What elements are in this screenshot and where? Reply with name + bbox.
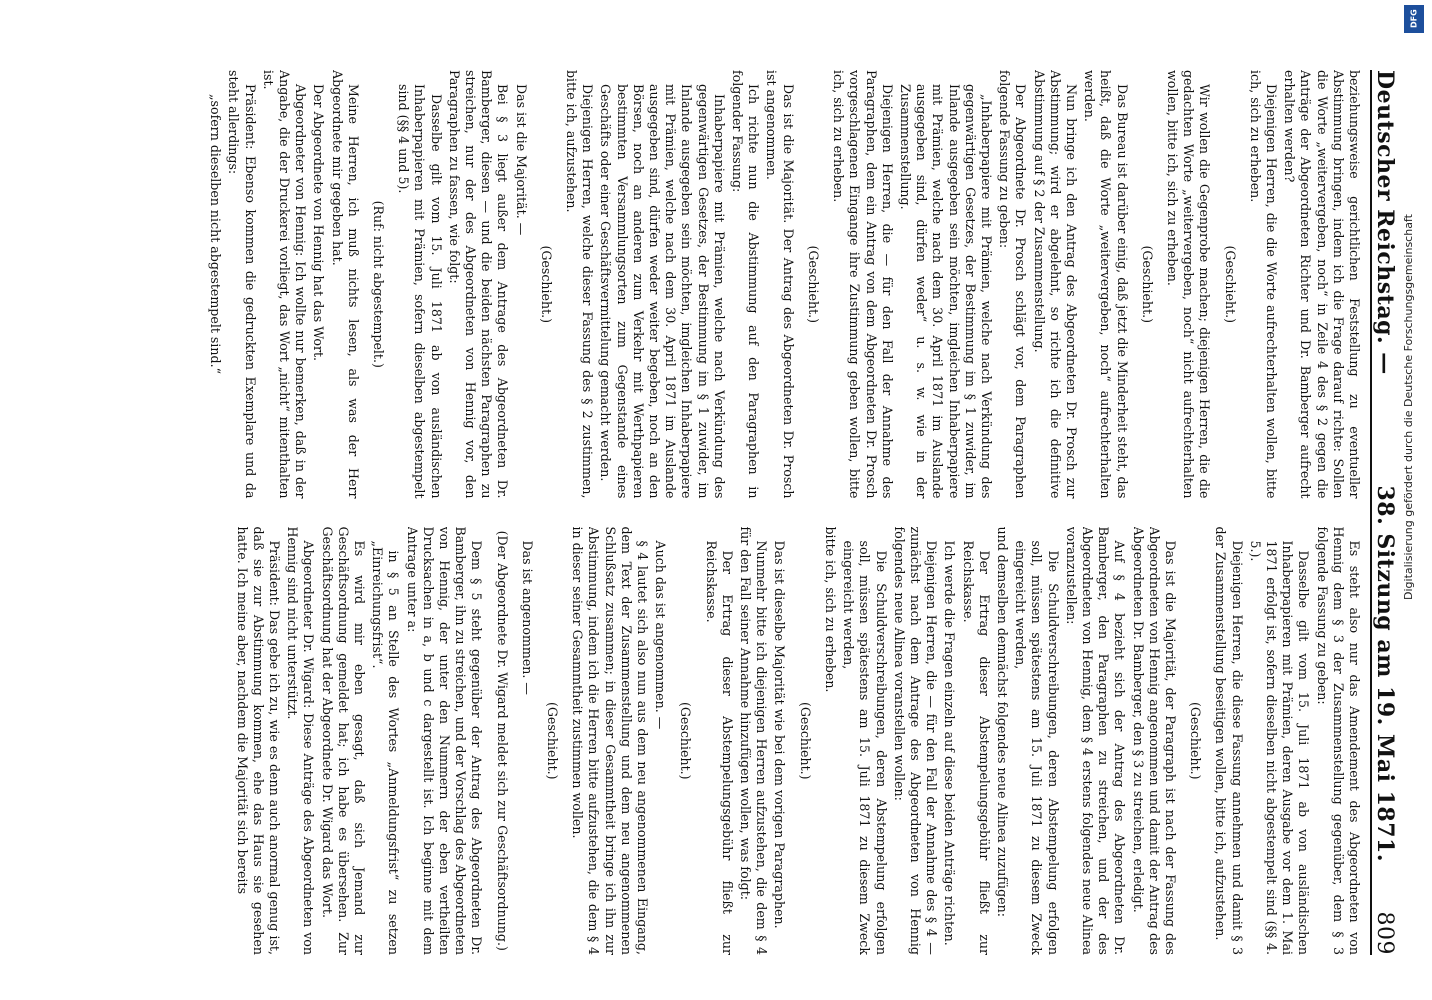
speech: Abgeordneter Dr. Wigard: Diese Anträge des Abgeordneten von Hennig sind nicht unterstützt. (285, 526, 317, 955)
paragraph: Das Bureau ist darüber einig, daß jetzt die Minderheit steht, das heißt, daß die Worte „weitervergeben, noch“ aufrechterhalten werden. (1082, 70, 1130, 499)
paragraph: Diejenigen Herren, die die Worte aufrechterhalten wollen, bitte ich, sich zu erheben. (1247, 70, 1279, 499)
dfg-logo-icon: DFG (1404, 5, 1424, 33)
paragraph: Das ist die Majorität. — (513, 84, 529, 236)
paragraph: Das ist angenommen. — (519, 540, 535, 696)
paragraph: Es steht also nur das Amendement des Abgeordneten von Hennig dem § 3 der Zusammenstellung gegenüber, dem § 3 folgende Fassung zu geben: (1314, 526, 1362, 955)
stage-direction: (Geschieht.) (678, 701, 694, 780)
quoted-text: Inhaberpapiere mit Prämien, welche nach Verkündung des gegenwärtigen Gesetzes, der Bestimmung im § 1 zuwider, im Inlande ausgegeben sein möchten, imgleichen Inhaberpapiere mit Prämien, welche nach dem 30. April 1871 im Auslande ausgegeben sind, dürfen weder weiter begeben, noch an den Börsen, noch an anderen zum Verkehr mit Werthpapieren bestimmten Versammlungsorten zum Gegenstande eines Geschäfts oder einer Geschäftsvermittelung gemacht werden. (598, 84, 727, 499)
paragraph: § 4 lautet sich also nun aus dem neu angenommenen Eingang, dem Text der Zusammenstellung und dem neu angenommenen Schlußsatz zusammen; in dieser Gesammtheit bringe ich ihn zur Abstimmung, indem ich die Herren bitte aufzustehen, die dem § 4 in dieser seiner Gesammtheit zustimmen wollen. (570, 526, 651, 955)
paragraph: beziehungsweise gerichtlichen Feststellung zu eventueller Abstimmung bringen, indem ich die Frage darauf richte: Sollen die Worte „weitervergeben, noch“ in Zeile 4 des § 2 gegen die Anträge der Abgeordneten Richter und Dr. Bamberger aufrecht erhalten werden? (1282, 70, 1362, 499)
quoted-text: Der Ertrag dieser Abstempelungsgebühr fließt zur Reichskasse. (960, 540, 992, 955)
paragraph: Das ist die Majorität. Der Antrag des Abgeordneten Dr. Prosch ist angenommen. (764, 70, 796, 499)
paragraph: Diejenigen Herren, welche dieser Fassung des § 2 zustimmen, bitte ich, aufzustehen. (564, 70, 596, 499)
quoted-text: Dasselbe gilt vom 15. Juli 1871 ab von ausländischen Inhaberpapieren mit Prämien, sofern dieselben abgestempelt sind (§§ 4 und 5). (396, 84, 444, 499)
paragraph: Diejenigen Herren, die diese Fassung annehmen und damit § 3 der Zusammenstellung beseitigen wollen, bitte ich, aufzustehen. (1213, 526, 1245, 955)
paragraph: Ich werde die Fragen einzeln auf diese beiden Anträge richten. (942, 540, 958, 946)
quoted-text: „Inhaberpapiere mit Prämien, welche nach Verkündung des gegenwärtigen Gesetzes, der Bestimmung im § 1 zuwider, im Inlande ausgegeben sein möchten, imgleichen Inhaberpapiere mit Prämien, welche nach dem 30. April 1871 im Auslande ausgegeben sind, dürfen weder“ u. s. w. wie in der Zusammenstellung. (897, 84, 994, 499)
quoted-text: in § 5 an Stelle des Wortes „Anmeldungsfrist“ zu setzen „Einreichungsfrist“. (370, 540, 402, 955)
paragraph: Diejenigen Herren, die — für den Fall der Annahme des Paragraphen, dem ein Antrag von dem Abgeordneten Dr. Prosch vorgeschlagenen Eingange ihre Zustimmung geben wollen, bitte ich, sich zu erheben. (831, 70, 895, 499)
paragraph: und demselben demnächst folgendes neue Alinea zuzufügen: (994, 526, 1010, 917)
quoted-text: Die Schuldverschreibungen, deren Abstempelung erfolgen soll, müssen spätestens am 15. Juli 1871 zu diesem Zweck eingereicht werden, (1013, 540, 1061, 955)
stage-direction: (Geschieht.) (805, 245, 821, 324)
page-inner (52, 0, 1432, 1000)
header-title: Deutscher Reichstag. — (1372, 70, 1398, 375)
stage-direction: (Ruf: nicht abgestempelt.) (371, 200, 387, 368)
column-right (52, 527, 1362, 956)
paragraph: Es wird mir eben gesagt, daß sich Jemand zur Geschäftsordnung gemeldet hat; ich habe es übersehen. Zur Geschäftsordnung hat der Abgeordnete Dr. Wigard das Wort. (319, 526, 368, 955)
quoted-text: Die Schuldverschreibungen, deren Abstempelung erfolgen soll, müssen spätestens am 15. Juli 1871 zu diesem Zweck eingereicht werden, (841, 540, 889, 955)
paragraph: Dem § 5 steht gegenüber der Antrag des Abgeordneten Dr. Bamberger, ihn zu streichen, und der Vorschlag des Abgeordneten von Hennig, der unter den Nummern der eben vertheilten Drucksachen in a, b und c dargestellt ist. Ich beginne mit dem Antrage unter a: (404, 526, 485, 955)
column-left (52, 70, 1362, 499)
stage-direction: (Geschieht.) (545, 701, 561, 780)
paragraph: Auf § 4 bezieht sich der Antrag des Abgeordneten Dr. Bamberger, den Paragraphen zu streichen, und der des Abgeordneten von Hennig, dem § 4 erstens folgendes neue Alinea voranzustellen: (1063, 526, 1128, 955)
stage-direction: (Der Abgeordnete Dr. Wigard meldet sich zur Geschäftsordnung.) (494, 530, 510, 951)
speech: Präsident: Das gebe ich zu, wie es denn auch anormal genug ist, daß sie zur Abstimmung kommen, ehe das Haus sie gesehen hatte. Ich meine aber, nachdem die Majorität sich bereits (234, 526, 283, 955)
paragraph: Das ist dieselbe Majorität wie bei dem vorigen Paragraphen. (772, 540, 788, 929)
digitisation-note: Digitalisierung gefördert durch die Deutsche Forschungsgemeinschaft (1402, 214, 1415, 600)
paragraph: Diejenigen Herren, die — für den Fall der Annahme des § 4 — zunächst nach dem Antrage des Abgeordneten von Hennig folgendes neue Alinea voranstellen wollen: (891, 526, 940, 955)
stage-direction: (Geschieht.) (797, 701, 813, 780)
digitisation-sidebar (1398, 0, 1432, 1000)
stage-direction: (Geschieht.) (1188, 701, 1204, 780)
paragraph: Nunmehr bitte ich diejenigen Herren aufzustehen, die dem § 4 für den Fall seiner Annahme hinzufügen wollen, was folgt: (738, 526, 770, 955)
paragraph: Wir wollen die Gegenprobe machen; diejenigen Herren, die die gedachten Worte „weitervergeben, noch“ nicht aufrechterhalten wollen, bitte ich, sich zu erheben. (1164, 70, 1213, 499)
stage-direction: (Geschieht.) (1139, 245, 1155, 324)
quoted-text: „sofern dieselben nicht abgestempelt sind.“ (208, 94, 224, 375)
quoted-text: Der Ertrag dieser Abstempelungsgebühr fließt zur Reichskasse. (703, 540, 735, 955)
stage-direction: (Geschieht.) (1222, 245, 1238, 324)
paragraph: Ich richte nun die Abstimmung auf den Paragraphen in folgender Fassung: (730, 70, 762, 499)
text-columns (52, 70, 1362, 955)
paragraph: Auch das ist angenommen. — (653, 540, 669, 730)
stage-direction: (Geschieht.) (538, 245, 554, 324)
page-number: 809 (1372, 911, 1397, 955)
paragraph: Der Abgeordnete von Hennig hat das Wort. (311, 84, 327, 362)
paragraph: Nun bringe ich den Antrag des Abgeordneten Dr. Prosch zur Abstimmung; wird er abgelehnt, so richte ich die definitive Abstimmung auf § 2 der Zusammenstellung. (1031, 70, 1079, 499)
speech: Abgeordneter von Hennig: Ich wollte nur bemerken, daß in der Angabe, die der Druckerei vorliegt, das Wort „nicht“ mitenthalten ist. (260, 70, 309, 499)
quoted-text: Dasselbe gilt vom 15. Juli 1871 ab von ausländischen Inhaberpapieren mit Prämien, deren Ausgabe vor dem 1. Mai 1871 erfolgt ist, sofern dieselben nicht abgestempelt sind (§§ 4. 5.). (1247, 540, 1312, 955)
paragraph: Bei § 3 liegt außer dem Antrage des Abgeordneten Dr. Bamberger, diesen — und die beiden nächsten Paragraphen zu streichen, nur der des Abgeordneten von Hennig vor, den Paragraphen zu fassen, wie folgt: (446, 70, 511, 499)
paragraph: Meine Herren, ich muß nichts lesen, als was der Herr Abgeordnete mir gegeben hat. (329, 70, 361, 499)
header-session: 38. Sitzung am 19. Mai 1871. (1372, 485, 1398, 862)
paragraph: bitte ich, sich zu erheben. (822, 526, 838, 693)
paragraph: Das ist die Majorität, der Paragraph ist nach der Fassung des Abgeordneten von Hennig angenommen und damit der Antrag des Abgeordneten Dr. Bamberger, den § 3 zu streichen, erledigt. (1130, 526, 1178, 955)
speech: Präsident: Ebenso kommen die gedruckten Exemplare und da steht allerdings: (226, 70, 258, 499)
paragraph: Der Abgeordnete Dr. Prosch schlägt vor, dem Paragraphen folgende Fassung zu geben: (997, 70, 1029, 499)
